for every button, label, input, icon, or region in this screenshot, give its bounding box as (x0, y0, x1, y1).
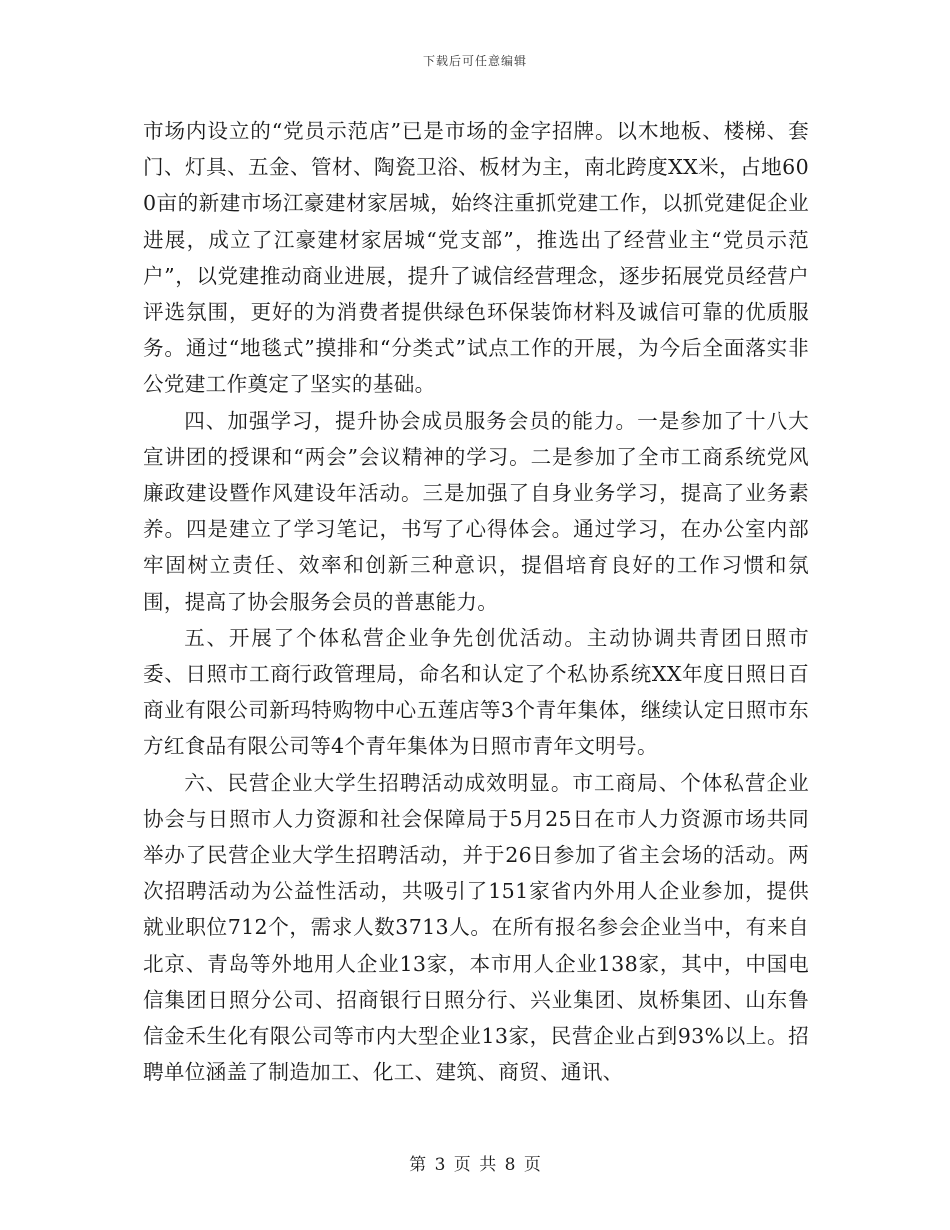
paragraph-section-four: 四、加强学习，提升协会成员服务会员的能力。一是参加了十八大宣讲团的授课和“两会”会议精神的学习。二是参加了全市工商系统党风廉政建设暨作风建设年活动。三是加强了自身业务学习，提高了业务素养。四是建立了学习笔记，书写了心得体会。通过学习，在办公室内部牢固树立责任、效率和创新三种意识，提倡培育良好的工作习惯和氛围，提高了协会服务会员的普惠能力。 (143, 408, 809, 614)
document-body (143, 113, 809, 1090)
paragraph-section-six: 六、民营企业大学生招聘活动成效明显。市工商局、个体私营企业协会与日照市人力资源和社会保障局于5月25日在市人力资源市场共同举办了民营企业大学生招聘活动，并于26日参加了省主会场的活动。两次招聘活动为公益性活动，共吸引了151家省内外用人企业参加，提供就业职位712个，需求人数3713人。在所有报名参会企业当中，有来自北京、青岛等外地用人企业13家，本市用人企业138家，其中，中国电信集团日照分公司、招商银行日照分行、兴业集团、岚桥集团、山东鲁信金禾生化有限公司等市内大型企业13家，民营企业占到93%以上。招聘单位涵盖了制造加工、化工、建筑、商贸、通讯、 (143, 770, 809, 1085)
page-number-footer: 第 3 页 共 8 页 (409, 1155, 541, 1175)
paragraph-section-five: 五、开展了个体私营企业争先创优活动。主动协调共青团日照市委、日照市工商行政管理局，命名和认定了个私协系统XX年度日照日百商业有限公司新玛特购物中心五莲店等3个青年集体，继续认定日照市东方红食品有限公司等4个青年集体为日照市青年文明号。 (143, 625, 809, 759)
page-header: 下载后可任意编辑 (422, 54, 527, 68)
paragraph-party-building: 市场内设立的“党员示范店”已是市场的金字招牌。以木地板、楼梯、套门、灯具、五金、管材、陶瓷卫浴、板材为主，南北跨度XX米，占地600亩的新建市场江豪建材家居城，始终注重抓党建工作，以抓党建促企业进展，成立了江豪建材家居城“党支部”，推选出了经营业主“党员示范户”，以党建推动商业进展，提升了诚信经营理念，逐步拓展党员经营户评选氛围，更好的为消费者提供绿色环保装饰材料及诚信可靠的优质服务。通过“地毯式”摸排和“分类式”试点工作的开展，为今后全面落实非公党建工作奠定了坚实的基础。 (143, 119, 809, 397)
